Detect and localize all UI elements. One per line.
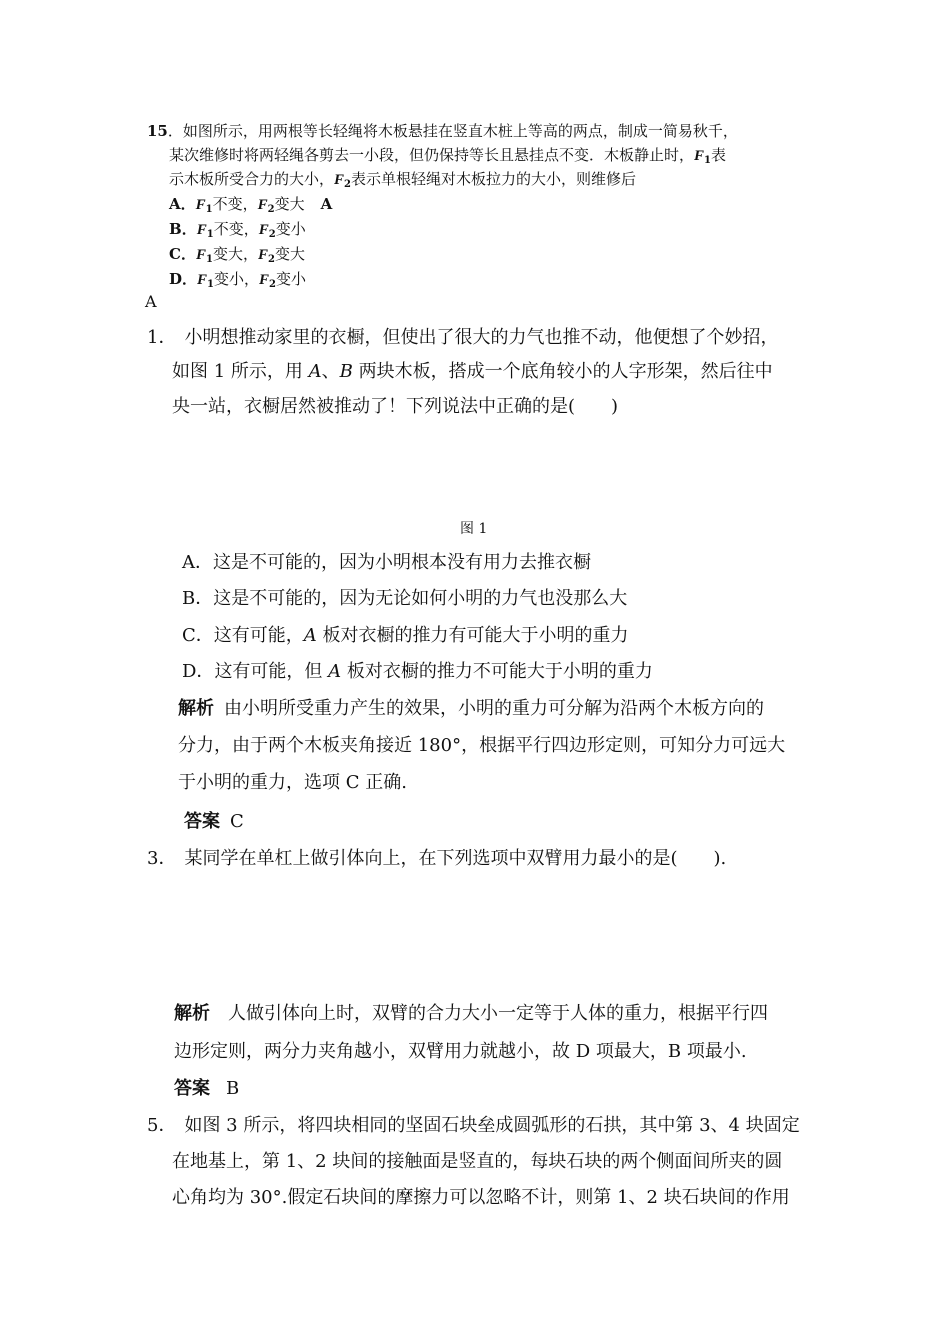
q15-number: 15 bbox=[147, 122, 168, 140]
q1-option-a: A．这是不可能的，因为小明根本没有用力去推衣橱 bbox=[182, 552, 591, 573]
q5-line3: 心角均为 30°.假定石块间的摩擦力可以忽略不计，则第 1、2 块石块间的作用 bbox=[172, 1187, 790, 1208]
q5-line1: 5． 如图 3 所示，将四块相同的坚固石块垒成圆弧形的石拱，其中第 3、4 块固定 bbox=[147, 1115, 800, 1136]
q15-line3: 示木板所受合力的大小，$F_2$表示单根轻绳对木板拉力的大小，则维修后 bbox=[169, 170, 637, 190]
q3-answer-value: B bbox=[226, 1078, 240, 1099]
q1-number: 1． bbox=[147, 327, 177, 348]
q1-line1: 1． 小明想推动家里的衣橱，但使出了很大的力气也推不动，他便想了个妙招， bbox=[147, 327, 779, 348]
q15-line2: 某次维修时将两轻绳各剪去一小段，但仍保持等长且悬挂点不变．木板静止时，$F_1$表 bbox=[169, 146, 727, 166]
q1-answer-value: C bbox=[230, 811, 244, 832]
q1-analysis-line1: 解析 由小明所受重力产生的效果，小明的重力可分解为沿两个木板方向的 bbox=[178, 698, 764, 719]
q15-line1: 15．如图所示，用两根等长轻绳将木板悬挂在竖直木桩上等高的两点，制成一简易秋千， bbox=[147, 122, 738, 140]
q3-number: 3． bbox=[147, 848, 177, 869]
q3-answer bbox=[174, 1077, 239, 1101]
q1-line2: 如图 1 所示，用 A、B 两块木板，搭成一个底角较小的人字形架，然后往中 bbox=[172, 361, 773, 382]
q15-option-b: B．$F_1$不变，$F_2$变小 bbox=[169, 220, 306, 240]
figure-caption: 图 1 bbox=[460, 521, 488, 537]
q1-option-b: B．这是不可能的，因为无论如何小明的力气也没那么大 bbox=[182, 588, 628, 609]
q3-analysis-label: 解析 bbox=[174, 1003, 210, 1024]
q3-analysis-line1: 解析 人做引体向上时，双臂的合力大小一定等于人体的重力，根据平行四 bbox=[174, 1003, 768, 1024]
q15-answer-below: A bbox=[145, 292, 157, 311]
q3-analysis-line2: 边形定则，两分力夹角越小，双臂用力就越小，故 D 项最大，B 项最小. bbox=[174, 1041, 747, 1062]
q15-answer-inline: A bbox=[320, 195, 333, 213]
q1-answer bbox=[184, 810, 244, 834]
q1-option-c: C．这有可能，A 板对衣橱的推力有可能大于小明的重力 bbox=[182, 625, 629, 646]
q15-option-a: A．$F_1$不变，$F_2$变大 A bbox=[169, 195, 333, 215]
q15-option-d: D．$F_1$变小，$F_2$变小 bbox=[169, 270, 307, 290]
q15-option-c: C．$F_1$变大，$F_2$变大 bbox=[169, 245, 305, 265]
q1-analysis-label: 解析 bbox=[178, 698, 214, 719]
q1-analysis-line2: 分力，由于两个木板夹角接近 180°，根据平行四边形定则，可知分力可远大 bbox=[178, 735, 786, 756]
q3-line1: 3． 某同学在单杠上做引体向上，在下列选项中双臂用力最小的是( ). bbox=[147, 848, 727, 869]
q1-option-d: D．这有可能，但 A 板对衣橱的推力不可能大于小明的重力 bbox=[182, 661, 653, 682]
q1-analysis-line3: 于小明的重力，选项 C 正确. bbox=[178, 772, 407, 793]
q1-line3: 央一站，衣橱居然被推动了！下列说法中正确的是( ) bbox=[172, 396, 619, 417]
q1-answer-label: 答案 bbox=[184, 811, 220, 832]
q5-number: 5． bbox=[147, 1115, 177, 1136]
q5-line2: 在地基上，第 1、2 块间的接触面是竖直的，每块石块的两个侧面间所夹的圆 bbox=[172, 1151, 783, 1172]
q3-answer-label: 答案 bbox=[174, 1078, 210, 1099]
